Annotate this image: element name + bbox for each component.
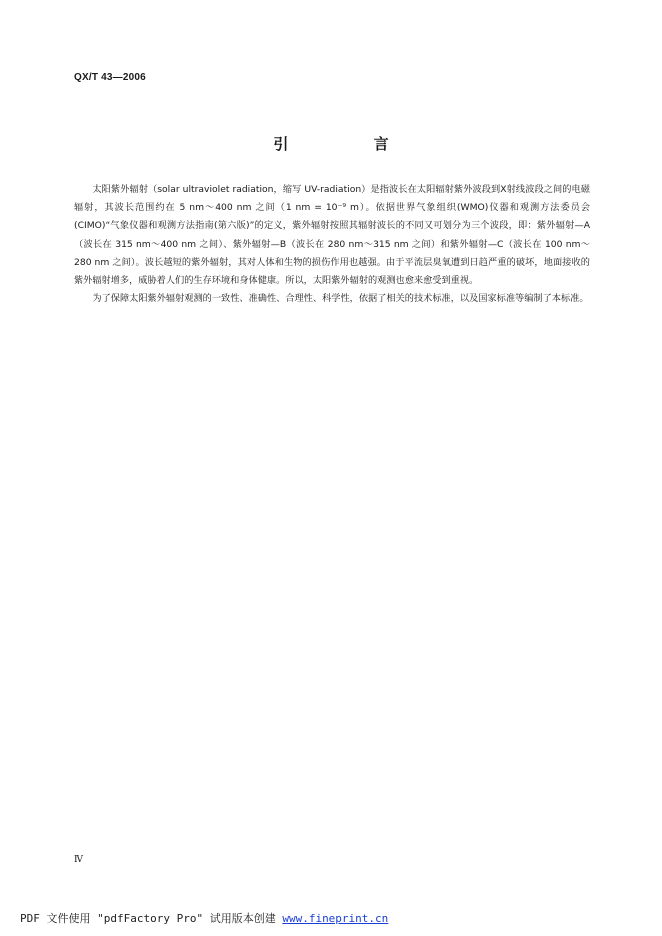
watermark-link[interactable]: www.fineprint.cn: [282, 912, 389, 925]
body-text: [74, 181, 590, 308]
paragraph: 为了保障太阳紫外辐射观测的一致性、准确性、合理性、科学性，依据了相关的技术标准，以及国家标准等编制了本标准。: [92, 293, 589, 305]
section-title: 引 言: [273, 135, 429, 153]
page-number: Ⅳ: [74, 855, 83, 865]
paragraph: 太阳紫外辐射（solar ultraviolet radiation，缩写 UV-radiation）是指波长在太阳辐射紫外波段到X射线波段之间的电磁辐射，其波长范围约在 5 nm～400 nm 之间（1 nm = 10⁻⁹ m）。依据世界气象组织(WMO)仪器和观测方法委员会(CIMO)“气象仪器和观测方法指南(第六版)”的定义，紫外辐射按照其辐射波长的不同又可划分为三个波段，即：紫外辐射—A（波长在 315 nm～400 nm 之间）、紫外辐射—B（波长在 280 nm～315 nm 之间）和紫外辐射—C（波长在 100 nm～280 nm 之间）。波长越短的紫外辐射，其对人体和生物的损伤作用也越强。由于平流层臭氧遭到日趋严重的破坏，地面接收的紫外辐射增多，威胁着人们的生存环境和身体健康。所以，太阳紫外辐射的观测也愈来愈受到重视。: [74, 184, 590, 287]
document-code: QX/T 43—2006: [74, 72, 146, 83]
pdf-watermark: [20, 910, 388, 926]
watermark-text: PDF 文件使用 "pdfFactory Pro" 试用版本创建: [20, 912, 283, 925]
